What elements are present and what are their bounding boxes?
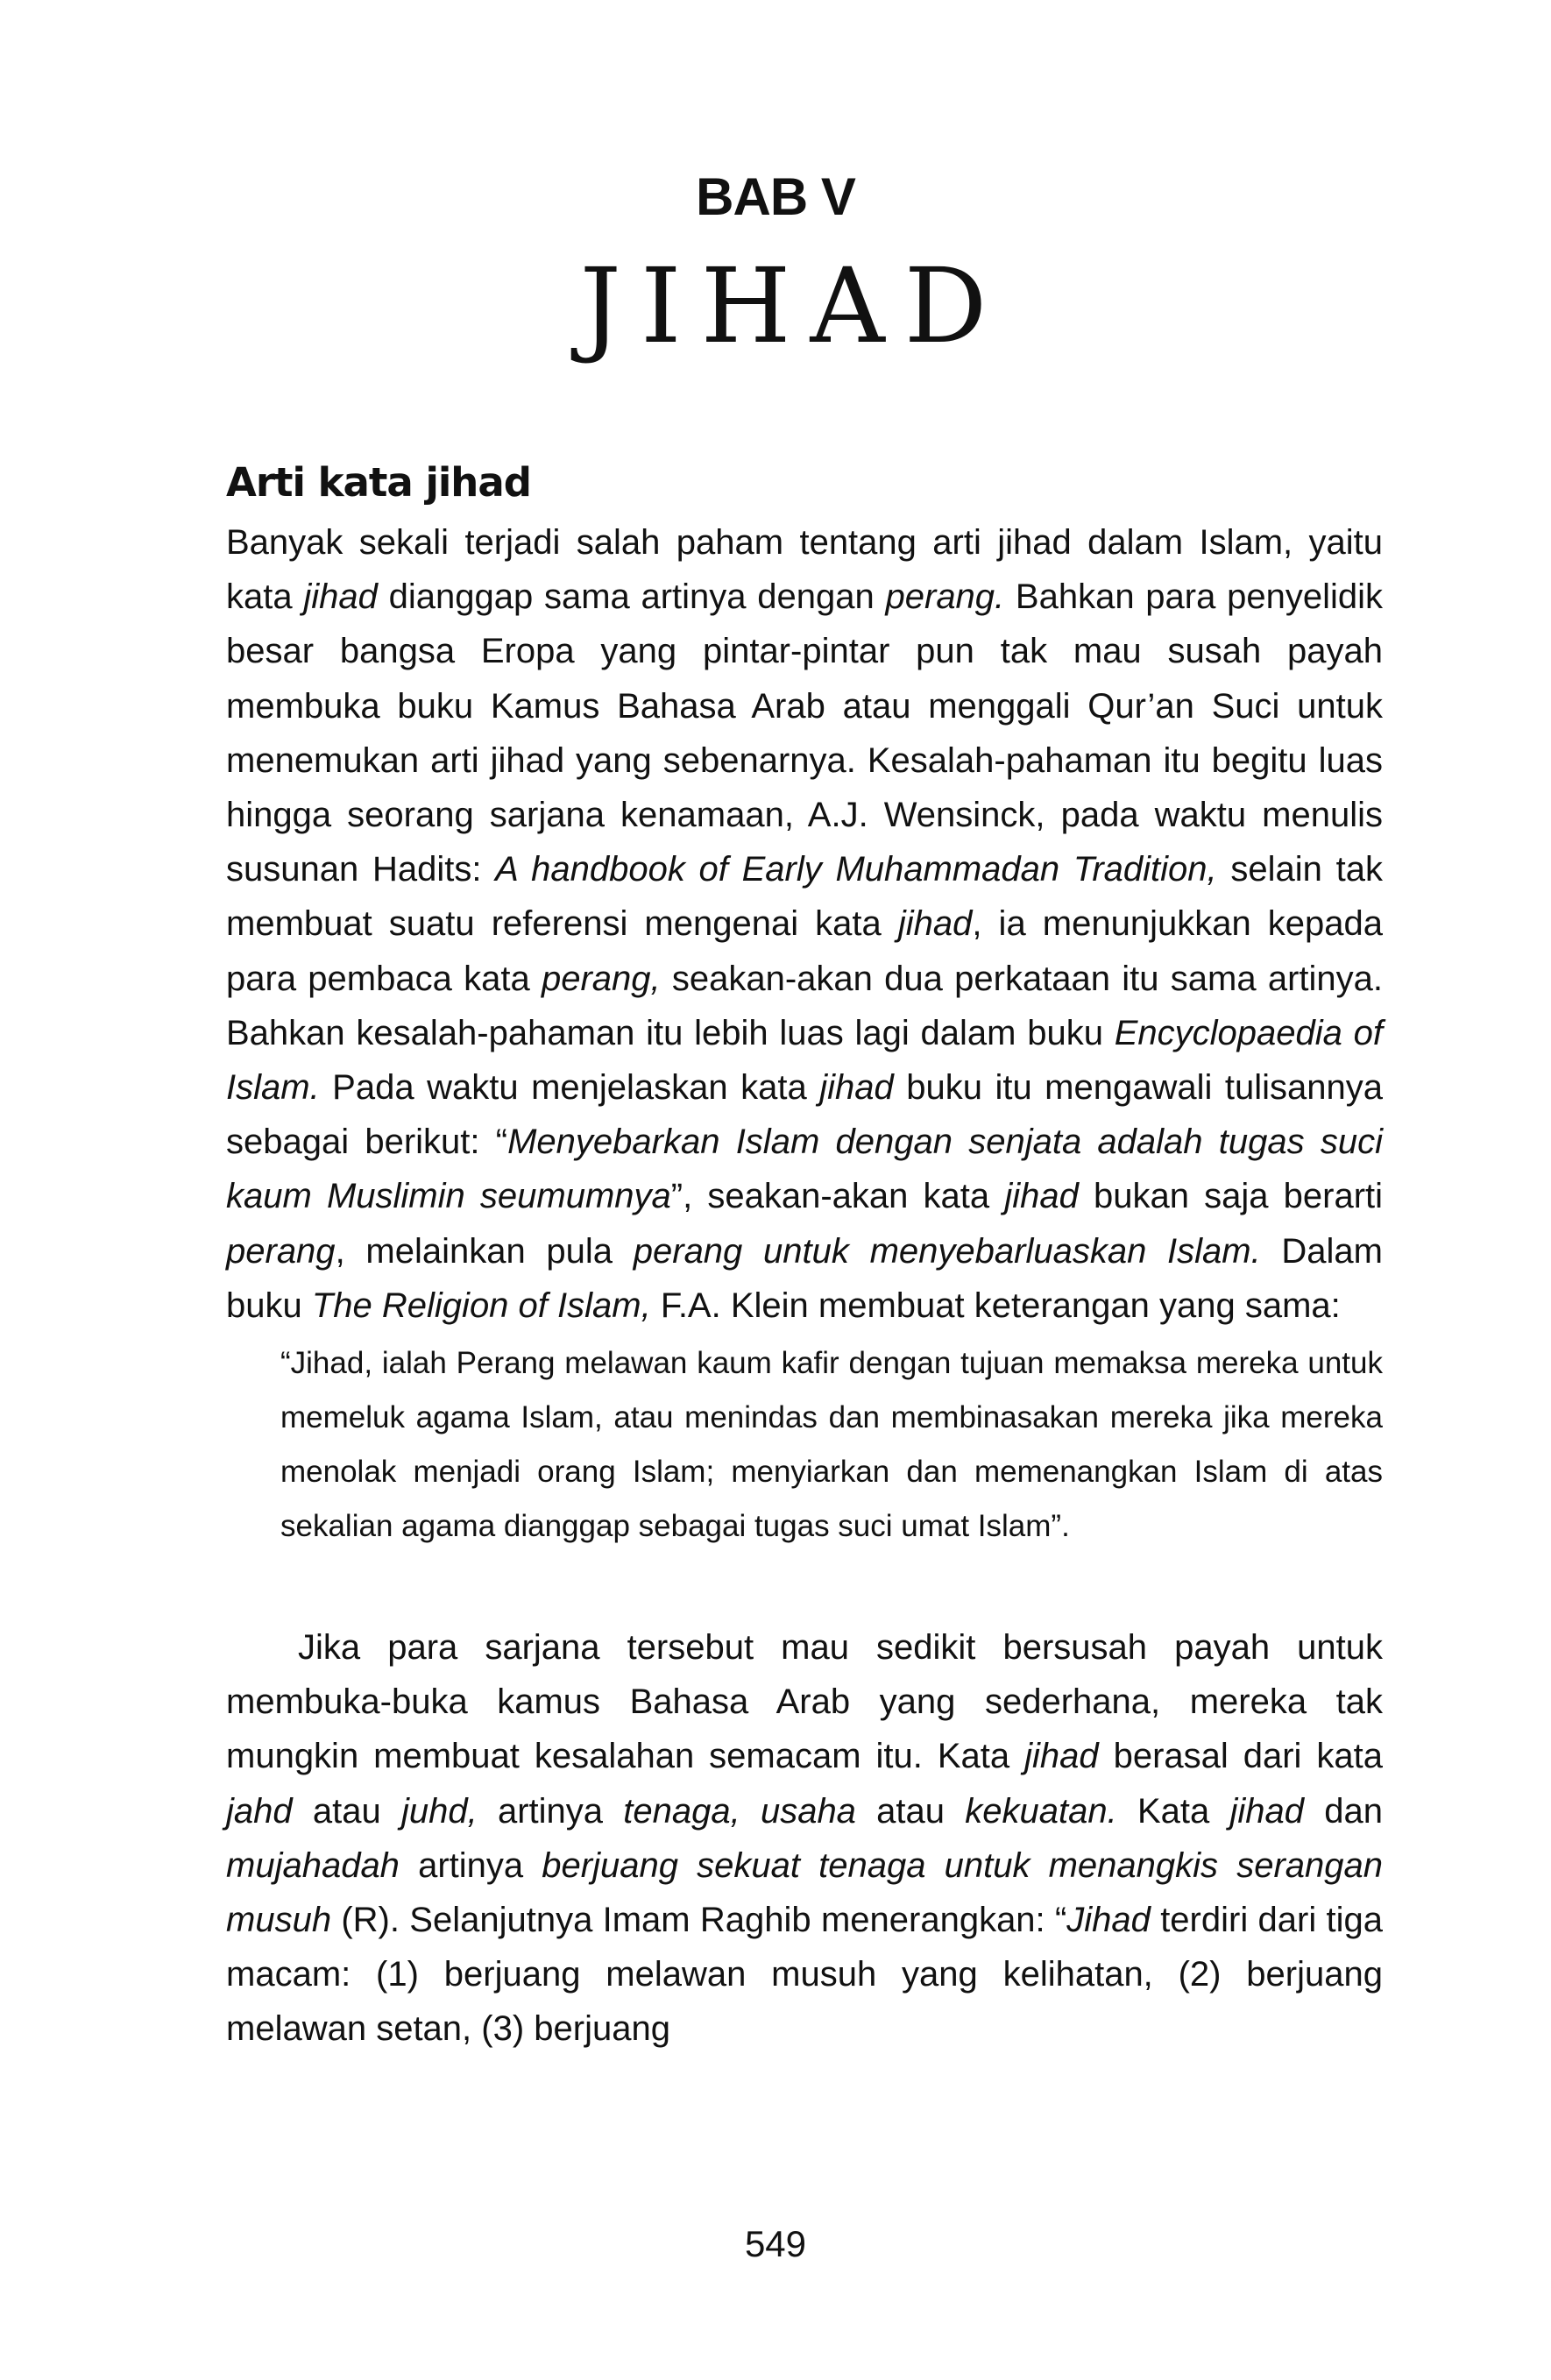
chapter-label: BAB V bbox=[696, 167, 855, 226]
text-run: ”, seakan-akan kata bbox=[670, 1177, 1005, 1216]
italic-run: jihad bbox=[1229, 1791, 1305, 1831]
text-run: artinya bbox=[399, 1845, 542, 1885]
italic-run: perang untuk menyebarluaskan Islam. bbox=[633, 1231, 1261, 1271]
block-quote: “Jihad, ialah Perang melawan kaum kafir dengan tujuan memaksa mereka untuk memeluk agama Islam, atau menindas dan membinasakan mereka jika mereka menolak menjadi orang Islam; menyiarkan dan memenangkan Islam di atas sekalian agama dianggap sebagai tugas suci umat Islam”. bbox=[280, 1346, 1383, 1544]
paragraph-gap bbox=[226, 1554, 1383, 1620]
text-run: atau bbox=[292, 1791, 401, 1831]
italic-run: Menyebarkan Islam dengan senjata adalah tugas suci kaum Muslimin seumumnya bbox=[226, 1123, 1384, 1216]
italic-run: perang, bbox=[541, 959, 661, 998]
italic-run: jihad bbox=[897, 904, 973, 944]
italic-run: mujahadah bbox=[226, 1845, 400, 1885]
italic-run: kekuatan. bbox=[965, 1791, 1117, 1831]
italic-run: Encyclopaedia of Islam. bbox=[226, 1013, 1383, 1108]
chapter-title: JIHAD bbox=[579, 245, 1007, 366]
text-run: Pada waktu menjelaskan kata bbox=[319, 1068, 820, 1108]
text-run: F.A. Klein membuat keterangan yang sama: bbox=[650, 1286, 1341, 1325]
italic-run: perang. bbox=[885, 577, 1005, 617]
italic-run: perang bbox=[226, 1231, 336, 1271]
text-run: dianggap sama artinya dengan bbox=[377, 577, 886, 617]
text-run: terdiri dari tiga macam: (1) berjuang melawan musuh yang kelihatan, (2) berjuang melawan setan, (3) berjuang bbox=[226, 1901, 1383, 2049]
italic-run: jihad bbox=[819, 1068, 894, 1108]
paragraph-2 bbox=[226, 1620, 1383, 2057]
text-run: artinya bbox=[477, 1791, 624, 1831]
italic-run: jihad bbox=[1024, 1737, 1099, 1776]
italic-run: jihad bbox=[1004, 1177, 1079, 1216]
text-run: Dalam buku bbox=[226, 1231, 1383, 1325]
text-run: berasal dari kata bbox=[1098, 1737, 1383, 1776]
text-run: , ia menunjukkan kepada para pembaca kata bbox=[226, 904, 1383, 998]
text-run: (R). Selanjutnya Imam Raghib menerangkan: “ bbox=[331, 1901, 1067, 1940]
text-run: bukan saja berarti bbox=[1078, 1177, 1384, 1216]
text-run: Bahkan para penyelidik besar bangsa Eropa yang pintar-pintar pun tak mau susah payah membuka buku Kamus Bahasa Arab atau menggali Qur’an Suci untuk menemukan arti jihad yang sebenarnya. Kesalah-pahaman itu begitu luas hingga seorang sarjana kenamaan, A.J. Wensinck, pada waktu menulis susunan Hadits: bbox=[226, 577, 1383, 889]
text-run: atau bbox=[855, 1791, 966, 1831]
italic-run: jihad bbox=[303, 577, 378, 617]
text-run: selain tak membuat suatu referensi mengenai kata bbox=[226, 850, 1383, 944]
paragraph-1 bbox=[226, 515, 1383, 1333]
text-run: Jika para sarjana tersebut mau sedikit bersusah payah untuk membuka-buka kamus Bahasa Arab yang sederhana, mereka tak mungkin membuat kesalahan semacam itu. Kata bbox=[226, 1628, 1383, 1776]
italic-run: berjuang sekuat tenaga untuk menangkis serangan musuh bbox=[226, 1845, 1383, 1940]
text-run: dan bbox=[1304, 1791, 1383, 1831]
italic-run: A handbook of Early Muhammadan Tradition, bbox=[495, 850, 1217, 889]
text-run: buku itu mengawali tulisannya sebagai berikut: “ bbox=[226, 1068, 1383, 1162]
text-run: Kata bbox=[1116, 1791, 1230, 1831]
italic-run: juhd, bbox=[400, 1791, 478, 1831]
italic-run: tenaga, usaha bbox=[623, 1791, 856, 1831]
text-run: , melainkan pula bbox=[335, 1231, 634, 1271]
text-run: seakan-akan dua perkataan itu sama artinya. Bahkan kesalah-pahaman itu lebih luas lagi dalam buku bbox=[226, 959, 1383, 1052]
italic-run: Jihad bbox=[1066, 1901, 1151, 1940]
page-number: 549 bbox=[744, 2223, 807, 2264]
body-text bbox=[226, 456, 1383, 2057]
text-run: Banyak sekali terjadi salah paham tentang arti jihad dalam Islam, yaitu kata bbox=[226, 523, 1383, 617]
italic-run: The Religion of Islam, bbox=[311, 1286, 651, 1325]
italic-run: jahd bbox=[226, 1791, 293, 1831]
section-heading: Arti kata jihad bbox=[226, 459, 531, 506]
